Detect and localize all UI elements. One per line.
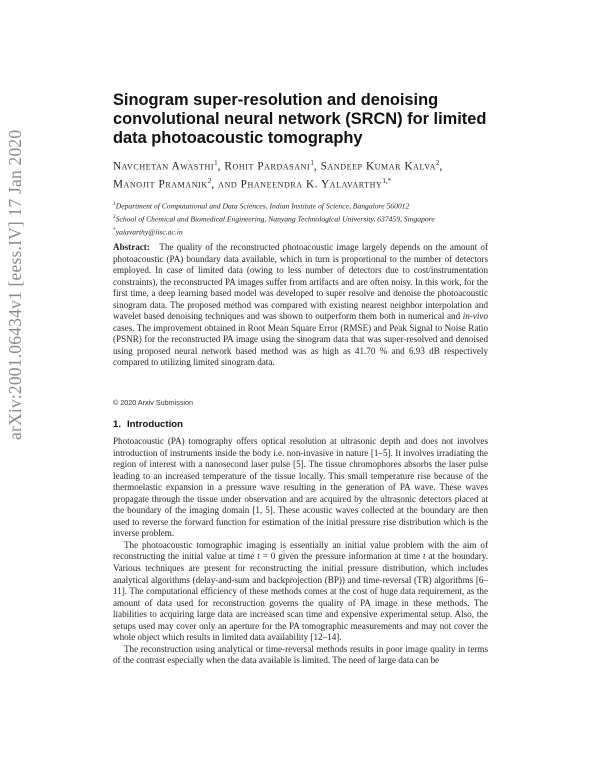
affiliation: $^1$Department of Computational and Data Sciences, Indian Institute of Science, Bangalore 560012 bbox=[113, 201, 410, 211]
section-body bbox=[113, 436, 488, 667]
author-name: Phaneendra K. Yalavarthy bbox=[240, 178, 383, 191]
paragraph: The photoacoustic tomographic imaging is essentially an initial value problem with the aim of reconstructing the initial value at time t = 0 given the pressure information at time t at the boundary. Various techniques are present for reconstructing the initial pressure distribution, which includes analytical algorithms (delay-and-sum and backprojection (BP)) and time-reversal (TR) algorithms [6–11]. The computational efficiency of these methods comes at the cost of huge data requirement, as the amount of data used for reconstruction governs the quality of PA image in these methods. The liabilities to acquiring large data are increased scan time and expensive experimental setup. Also, the setups used may cover only an aperture for the PA tomographic measurements and may not cover the whole object which results in limited data availability [12–14]. bbox=[113, 539, 488, 643]
affiliation: $^2$School of Chemical and Biomedical Engineering, Nanyang Technological University, 637459, Singapore bbox=[113, 214, 435, 224]
author-name: Sandeep Kumar Kalva bbox=[320, 160, 437, 173]
paper-title: Sinogram super-resolution and denoising convolutional neural network (SRCN) for limited data photoacoustic tomography bbox=[113, 91, 487, 147]
author-name: Navchetan Awasthi bbox=[113, 160, 215, 173]
section-heading: 1. Introduction bbox=[113, 419, 183, 430]
author-affil-mark: 1 bbox=[214, 159, 218, 167]
author-name: Rohit Pardasani bbox=[224, 160, 311, 173]
affiliation-list bbox=[113, 199, 488, 238]
author-affil-mark: 1 bbox=[310, 159, 314, 167]
arxiv-identifier: arXiv:2001.06434v1 [eess.IV] 17 Jan 2020 bbox=[5, 129, 25, 440]
author-affil-mark: 2 bbox=[436, 159, 440, 167]
paragraph: The reconstruction using analytical or time-reversal methods results in poor image quality in terms of the contrast especially when the data available is limited. The need of large data can be bbox=[113, 643, 488, 666]
abstract: Abstract: The quality of the reconstructed photoacoustic image largely depends on the amount of photoacoustic (PA) boundary data available, which in turn is proportional to the number of detectors employed. In case of limited data (owing to less number of detectors due to cost/instrumentation constraints), the reconstructed PA images suffer from artifacts and are often noisy. In this work, for the first time, a deep learning based model was developed to super resolve and denoise the photoacoustic sinogram data. The proposed method was compared with existing nearest neighbor interpolation and wavelet based denoising techniques and was shown to outperform them both in numerical and in-vivo cases. The improvement obtained in Root Mean Square Error (RMSE) and Peak Signal to Noise Ratio (PSNR) for the reconstructed PA image using the sinogram data that was super-resolved and denoised using proposed neural network based method was as high as 41.70 % and 6.93 dB respectively compared to utilizing limited sinogram data. bbox=[113, 242, 488, 368]
author-affil-mark: 2 bbox=[207, 177, 212, 186]
author-list: Navchetan Awasthi$^1$, Rohit Pardasani$^1$, Sandeep Kumar Kalva$^2$, Manojit Pramanik$^2$, and Phaneendra K. Yalavarthy$^{1,*}$ bbox=[113, 159, 443, 191]
author-name: Manojit Pramanik bbox=[113, 178, 208, 191]
author-affil-mark: 1,* bbox=[382, 177, 392, 186]
corresponding-email[interactable]: *yalavarthy@iisc.ac.in bbox=[113, 227, 183, 237]
abstract-text: The quality of the reconstructed photoacoustic image largely depends on the amount of photoacoustic (PA) boundary data available, which in turn is proportional to the number of detectors employed. In case of limited data (owing to less number of detectors due to cost/instrumentation constraints), the reconstructed PA images suffer from artifacts and are often noisy. In this work, for the first time, a deep learning based model was developed to super resolve and denoise the photoacoustic sinogram data. The proposed method was compared with existing nearest neighbor interpolation and wavelet based denoising techniques and was shown to outperform them both in numerical and bbox=[113, 242, 488, 322]
copyright-notice: © 2020 Arxiv Submission bbox=[113, 398, 194, 407]
abstract-label: Abstract: bbox=[113, 242, 150, 252]
paragraph: Photoacoustic (PA) tomography offers optical resolution at ultrasonic depth and does not involves introduction of instruments inside the body i.e. non-invasive in nature [1–5]. It involves irradiating the region of interest with a nanosecond laser pulse [5]. The tissue chromophores absorbs the laser pulse leading to an increased temperature of the tissue locally. This small temperature rise because of the thermoelastic expansion in a pressure wave resulting in the generation of PA wave. These waves propagate through the tissue under observation and are acquired by the ultrasonic detectors placed at the boundary of the imaging domain [1, 5]. These acoustic waves collected at the boundary are then used to reverse the forward function for estimation of the initial pressure rise distribution which is the inverse problem. bbox=[113, 436, 488, 539]
